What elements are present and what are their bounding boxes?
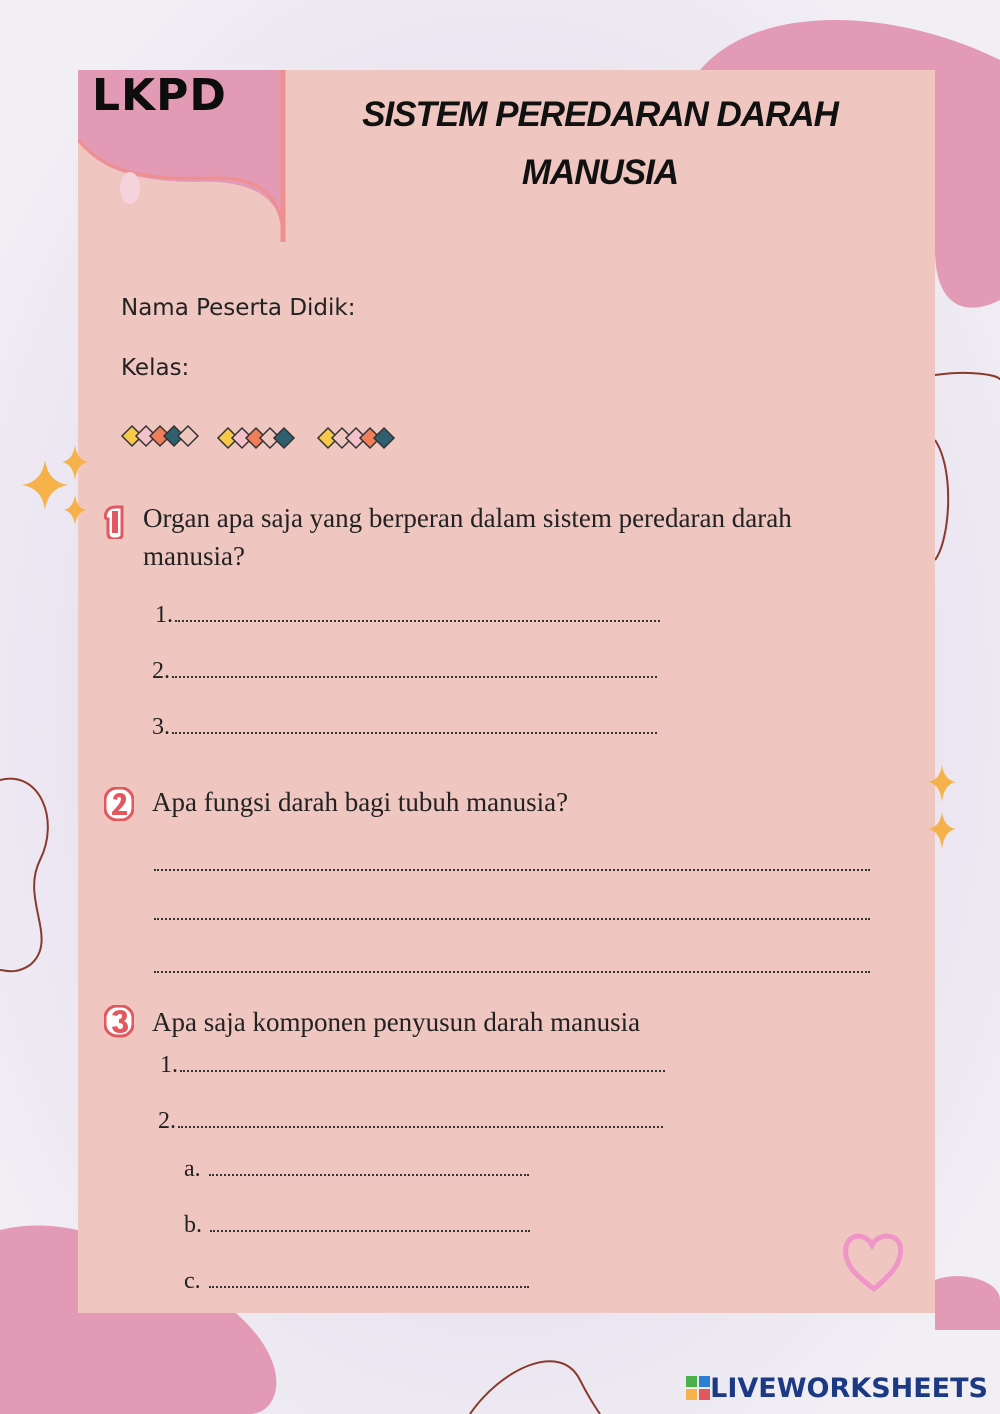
question-3-answer-2 <box>158 1108 663 1135</box>
answer-label: 3. <box>152 714 170 740</box>
page-title-line1: SISTEM PEREDARAN DARAH <box>362 95 838 134</box>
answer-label: 1. <box>155 602 173 628</box>
question-1-answer-1 <box>155 602 660 629</box>
page-title-line2: MANUSIA <box>521 153 679 192</box>
answer-input-line[interactable] <box>154 869 870 871</box>
number-2-icon <box>104 787 134 821</box>
answer-input-line[interactable] <box>209 1174 529 1176</box>
answer-label: c. <box>184 1268 201 1294</box>
answer-input-line[interactable] <box>175 620 660 622</box>
question-1-line1: Organ apa saja yang berperan dalam sistem peredaran darah <box>143 503 792 533</box>
answer-input-line[interactable] <box>172 676 657 678</box>
sparkle-icon <box>20 440 90 530</box>
answer-input-line[interactable] <box>172 732 657 734</box>
answer-input-line[interactable] <box>210 1230 530 1232</box>
number-3-icon <box>104 1005 134 1039</box>
answer-input-line[interactable] <box>178 1126 663 1128</box>
question-1-text <box>143 499 792 575</box>
diamond-group <box>318 428 394 448</box>
question-1-answer-2 <box>152 658 657 685</box>
diamond-group <box>218 428 294 448</box>
diamond-divider <box>118 422 408 456</box>
liveworksheets-logo <box>686 1373 988 1404</box>
answer-label: 2. <box>152 658 170 684</box>
question-3-sub-c <box>184 1268 529 1295</box>
answer-input-line[interactable] <box>209 1286 529 1288</box>
question-3-sub-a <box>184 1156 529 1183</box>
question-1-line2: manusia? <box>143 541 245 571</box>
answer-input-line[interactable] <box>154 971 870 973</box>
student-name-label: Nama Peserta Didik: <box>121 295 356 321</box>
sparkle-icon <box>922 760 972 855</box>
number-1-icon <box>100 505 130 539</box>
question-3-sub-b <box>184 1212 530 1239</box>
answer-label: 2. <box>158 1108 176 1134</box>
heart-icon <box>838 1225 910 1297</box>
question-3-text: Apa saja komponen penyusun darah manusia <box>152 1007 641 1037</box>
question-2-text: Apa fungsi darah bagi tubuh manusia? <box>152 787 569 817</box>
page-title <box>300 86 900 202</box>
liveworksheets-icon <box>686 1376 710 1400</box>
answer-input-line[interactable] <box>154 918 870 920</box>
class-label: Kelas: <box>121 355 190 381</box>
diamond-group <box>122 426 198 446</box>
question-1-answer-3 <box>152 714 657 741</box>
watermark-text: LIVEWORKSHEETS <box>710 1373 988 1404</box>
lkpd-badge: LKPD <box>92 70 227 121</box>
answer-label: 1. <box>160 1052 178 1078</box>
answer-label: a. <box>184 1156 201 1182</box>
answer-input-line[interactable] <box>180 1070 665 1072</box>
answer-label: b. <box>184 1212 202 1238</box>
question-3-answer-1 <box>160 1052 665 1079</box>
